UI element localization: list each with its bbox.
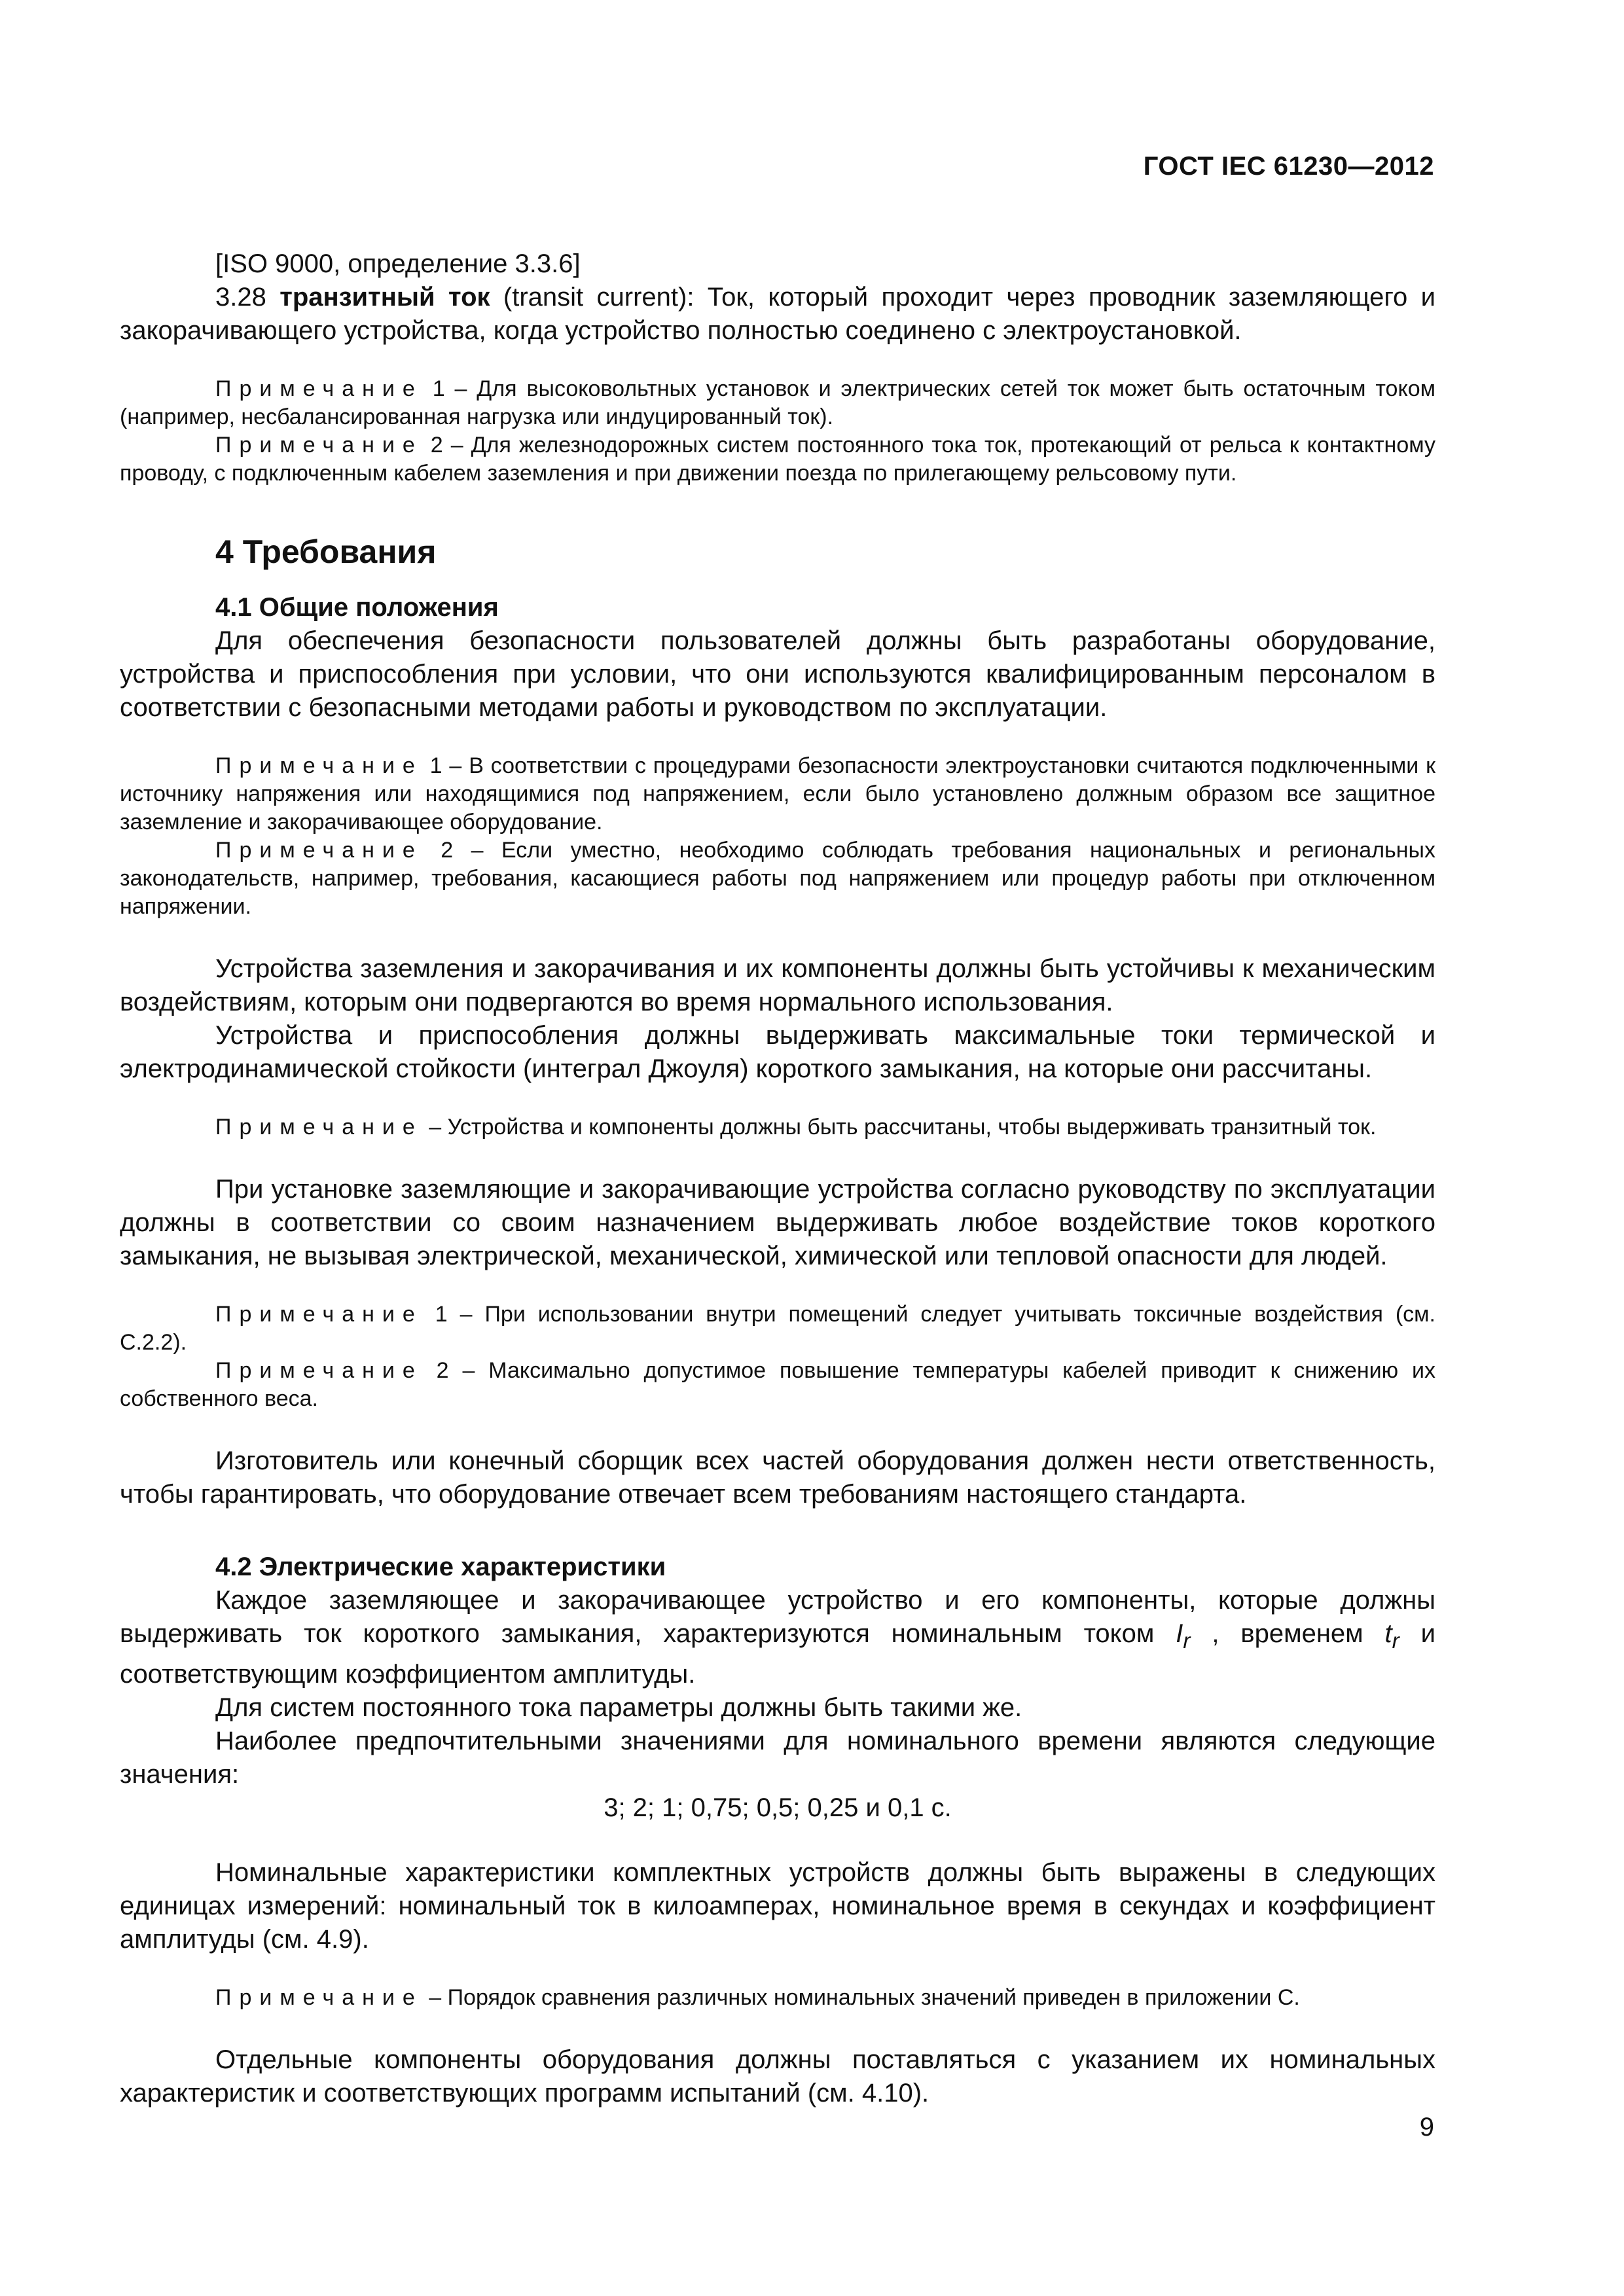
symbol-subscript: r	[1183, 1629, 1191, 1653]
note	[120, 1357, 1435, 1413]
note-label: Примечание	[215, 433, 423, 457]
notes-4-1-a	[120, 752, 1435, 921]
note-text: 1 – Для высоковольтных установок и электрических сетей ток может быть остаточным током (например, несбалансированная нагрузка или индуцированный ток).	[120, 376, 1435, 429]
symbol-tr	[1384, 1619, 1399, 1653]
note-label: Примечание	[215, 1115, 423, 1139]
notes-4-1-c	[120, 1300, 1435, 1413]
paragraph-rated-current	[120, 1584, 1435, 1691]
note-4-2	[120, 1984, 1435, 2012]
note	[120, 431, 1435, 488]
document-id-header: ГОСТ IEC 61230—2012	[1143, 152, 1434, 181]
paragraph: Наиболее предпочтительными значениями для номинального времени являются следующие значения:	[120, 1727, 1435, 1789]
note-text: 2 – Если уместно, необходимо соблюдать требования национальных и региональных законодательств, например, требования, касающиеся работы под напряжением или процедур работы при отключенном напряжении.	[120, 838, 1435, 919]
note	[120, 1113, 1435, 1141]
note-label: Примечание	[215, 1358, 423, 1383]
paragraph: Отдельные компоненты оборудования должны поставляться с указанием их номинальных характеристик и соответствующих программ испытаний (см. 4.10).	[120, 2045, 1435, 2108]
text-run: Каждое заземляющее и закорачивающее устройство и его компоненты, которые должны выдерживать ток короткого замыкания, характеризуются номинальным током	[120, 1586, 1435, 1648]
note-text: 1 – В соответствии с процедурами безопасности электроустановки считаются подключенными к источнику напряжения или находящимися под напряжением, если было установлено должным образом все защитное заземление и закорачивающее оборудование.	[120, 753, 1435, 834]
note-label: Примечание	[215, 838, 423, 863]
symbol-ir	[1176, 1619, 1191, 1653]
term-definition: (transit current): Ток, который проходит через проводник заземляющего и закорачивающего устройства, когда устройство полностью соединено с электроустановкой.	[120, 283, 1436, 345]
text-run: и соответствующим коэффициентом амплитуды.	[120, 1619, 1435, 1689]
note	[120, 1300, 1435, 1357]
iso-reference: [ISO 9000, определение 3.3.6]	[215, 249, 581, 278]
paragraph: При установке заземляющие и закорачивающие устройства согласно руководству по эксплуатации должны в соответствии со своим назначением выдерживать любое воздействие токов короткого замыкания, не вызывая электрической, механической, химической или тепловой опасности для людей.	[120, 1175, 1435, 1270]
note-text: 1 – При использовании внутри помещений следует учитывать токсичные воздействия (см. С.2.2).	[120, 1302, 1435, 1355]
symbol-subscript: r	[1392, 1629, 1399, 1653]
term-name: транзитный ток	[280, 283, 490, 312]
note-text: – Порядок сравнения различных номинальных значений приведен в приложении С.	[422, 1985, 1300, 2010]
preferred-values: 3; 2; 1; 0,75; 0,5; 0,25 и 0,1 с.	[604, 1793, 952, 1822]
note-label: Примечание	[215, 376, 423, 401]
paragraph: Устройства и приспособления должны выдерживать максимальные токи термической и электродинамической стойкости (интеграл Джоуля) короткого замыкания, на которые они рассчитаны.	[120, 1021, 1435, 1083]
page-content	[120, 247, 1435, 2110]
notes-3-28	[120, 375, 1435, 488]
symbol-letter: I	[1176, 1619, 1183, 1648]
note	[120, 375, 1435, 431]
paragraph: Устройства заземления и закорачивания и их компоненты должны быть устойчивы к механическим воздействиям, которым они подвергаются во время нормального использования.	[120, 954, 1435, 1016]
subsection-title-4-2: 4.2 Электрические характеристики	[215, 1552, 666, 1581]
note-text: 2 – Максимально допустимое повышение температуры кабелей приводит к снижению их собственного веса.	[120, 1358, 1435, 1411]
note-label: Примечание	[215, 1302, 423, 1327]
note	[120, 1984, 1435, 2012]
note-4-1-b	[120, 1113, 1435, 1141]
note-label: Примечание	[215, 753, 423, 778]
paragraph: Изготовитель или конечный сборщик всех частей оборудования должен нести ответственность, чтобы гарантировать, что оборудование отвечает всем требованиям настоящего стандарта.	[120, 1446, 1435, 1509]
note-label: Примечание	[215, 1985, 423, 2010]
symbol-letter: t	[1384, 1619, 1392, 1648]
text-run: , временем	[1190, 1619, 1385, 1648]
note	[120, 752, 1435, 836]
note-text: 2 – Для железнодорожных систем постоянного тока ток, протекающий от рельса к контактному проводу, с подключенным кабелем заземления и при движении поезда по прилегающему рельсовому пути.	[120, 433, 1435, 486]
subsection-title-4-1: 4.1 Общие положения	[215, 593, 499, 622]
paragraph: Для обеспечения безопасности пользователей должны быть разработаны оборудование, устройства и приспособления при условии, что они используются квалифицированным персоналом в соответствии с безопасными методами работы и руководством по эксплуатации.	[120, 626, 1435, 722]
paragraph: Номинальные характеристики комплектных устройств должны быть выражены в следующих единицах измерений: номинальный ток в килоамперах, номинальное время в секундах и коэффициент амплитуды (см. 4.9).	[120, 1858, 1435, 1954]
term-number: 3.28	[215, 283, 266, 312]
paragraph: Для систем постоянного тока параметры должны быть такими же.	[215, 1693, 1022, 1722]
term-3-28	[120, 281, 1435, 348]
section-title-4: 4 Требования	[215, 533, 437, 570]
note	[120, 836, 1435, 921]
page-number: 9	[1419, 2113, 1434, 2142]
note-text: – Устройства и компоненты должны быть рассчитаны, чтобы выдерживать транзитный ток.	[422, 1115, 1377, 1139]
